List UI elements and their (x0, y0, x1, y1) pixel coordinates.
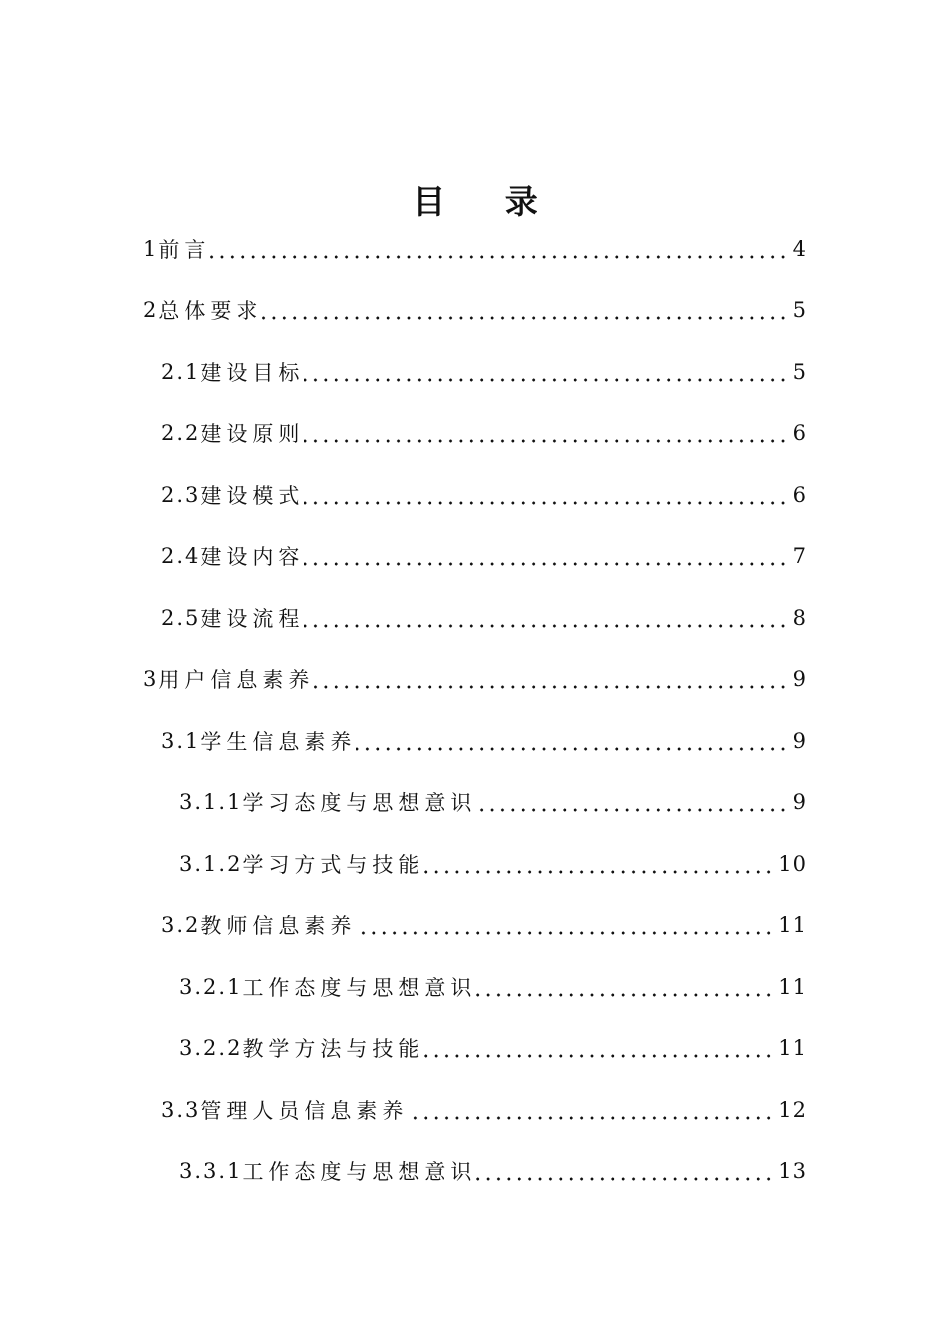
toc-entry-title: 学生信息素养 (200, 729, 357, 754)
toc-entry-title: 教学方法与技能 (242, 1037, 425, 1062)
toc-entry-page: 10 (778, 851, 807, 876)
toc-entry-number: 2.3 (161, 482, 201, 507)
toc-entry-title: 总体要求 (158, 299, 263, 324)
toc-entry-page: 12 (778, 1097, 807, 1122)
toc-entry[interactable] (0, 956, 950, 1018)
toc-entry-page: 4 (792, 236, 807, 261)
toc-entry-number: 2.5 (161, 605, 201, 630)
toc-entry[interactable] (0, 526, 950, 588)
toc-entry-page: 8 (792, 605, 807, 630)
toc-entry-number: 3 (143, 667, 159, 692)
toc-dot-leader (210, 253, 788, 261)
toc-entry[interactable] (0, 1079, 950, 1141)
toc-entry[interactable] (0, 772, 950, 834)
toc-entry[interactable] (0, 403, 950, 465)
toc-entry-page: 9 (792, 790, 807, 815)
toc-entry-number: 1 (143, 236, 159, 261)
toc-entry-page: 7 (792, 544, 807, 569)
toc-entry-number: 2 (143, 298, 159, 323)
toc-entry-number: 2.2 (161, 421, 201, 446)
toc-dot-leader (304, 437, 788, 445)
toc-dot-leader (262, 314, 788, 322)
toc-entry-number: 3.1.1 (179, 790, 243, 815)
toc-dot-leader (476, 806, 788, 814)
toc-entry-page: 11 (778, 913, 807, 938)
toc-entry-number: 2.4 (161, 544, 201, 569)
toc-entry-title: 用户信息素养 (158, 668, 315, 693)
toc-entry-number: 3.2.1 (179, 974, 243, 999)
toc-entry[interactable] (0, 895, 950, 957)
toc-entry[interactable] (0, 1141, 950, 1203)
toc-entry[interactable] (0, 341, 950, 403)
toc-list (0, 218, 950, 1202)
toc-dot-leader (476, 991, 774, 999)
toc-entry-title: 教师信息素养 (200, 914, 357, 939)
toc-entry-title: 学习方式与技能 (242, 852, 425, 877)
toc-entry-title: 建设原则 (200, 422, 305, 447)
toc-entry-title: 前言 (158, 237, 211, 262)
toc-entry-number: 2.1 (161, 359, 201, 384)
toc-entry-title: 建设内容 (200, 545, 305, 570)
toc-entry-page: 11 (778, 1036, 807, 1061)
toc-entry-page: 6 (792, 421, 807, 446)
toc-entry-page: 9 (792, 728, 807, 753)
toc-title: 目 录 (412, 182, 562, 221)
toc-dot-leader (356, 745, 788, 753)
toc-entry[interactable] (0, 218, 950, 280)
toc-entry-title: 工作态度与思想意识 (242, 1160, 477, 1185)
toc-entry-page: 5 (792, 298, 807, 323)
toc-entry-number: 3.3 (161, 1097, 201, 1122)
toc-dot-leader (424, 868, 774, 876)
toc-entry-number: 3.2 (161, 913, 201, 938)
toc-entry[interactable] (0, 710, 950, 772)
toc-entry-title: 建设目标 (200, 360, 305, 385)
toc-entry-page: 13 (778, 1159, 807, 1184)
toc-entry-page: 9 (792, 667, 807, 692)
toc-dot-leader (314, 683, 788, 691)
toc-entry-number: 3.3.1 (179, 1159, 243, 1184)
toc-entry[interactable] (0, 464, 950, 526)
toc-dot-leader (424, 1052, 774, 1060)
toc-entry[interactable] (0, 1018, 950, 1080)
toc-entry-number: 3.1 (161, 728, 201, 753)
toc-dot-leader (408, 1114, 774, 1122)
toc-entry-title: 学习态度与思想意识 (242, 791, 477, 816)
toc-entry-number: 3.2.2 (179, 1036, 243, 1061)
toc-dot-leader (356, 929, 774, 937)
toc-dot-leader (304, 376, 788, 384)
toc-entry-number: 3.1.2 (179, 851, 243, 876)
toc-entry-page: 5 (792, 359, 807, 384)
toc-dot-leader (304, 622, 788, 630)
toc-dot-leader (476, 1175, 774, 1183)
toc-entry[interactable] (0, 833, 950, 895)
toc-entry-page: 11 (778, 974, 807, 999)
toc-entry-page: 6 (792, 482, 807, 507)
toc-dot-leader (304, 499, 788, 507)
toc-entry-title: 建设流程 (200, 606, 305, 631)
toc-entry[interactable] (0, 649, 950, 711)
toc-entry-title: 建设模式 (200, 483, 305, 508)
toc-entry[interactable] (0, 587, 950, 649)
toc-entry-title: 管理人员信息素养 (200, 1098, 409, 1123)
toc-entry-title: 工作态度与思想意识 (242, 975, 477, 1000)
toc-dot-leader (304, 560, 788, 568)
toc-entry[interactable] (0, 280, 950, 342)
